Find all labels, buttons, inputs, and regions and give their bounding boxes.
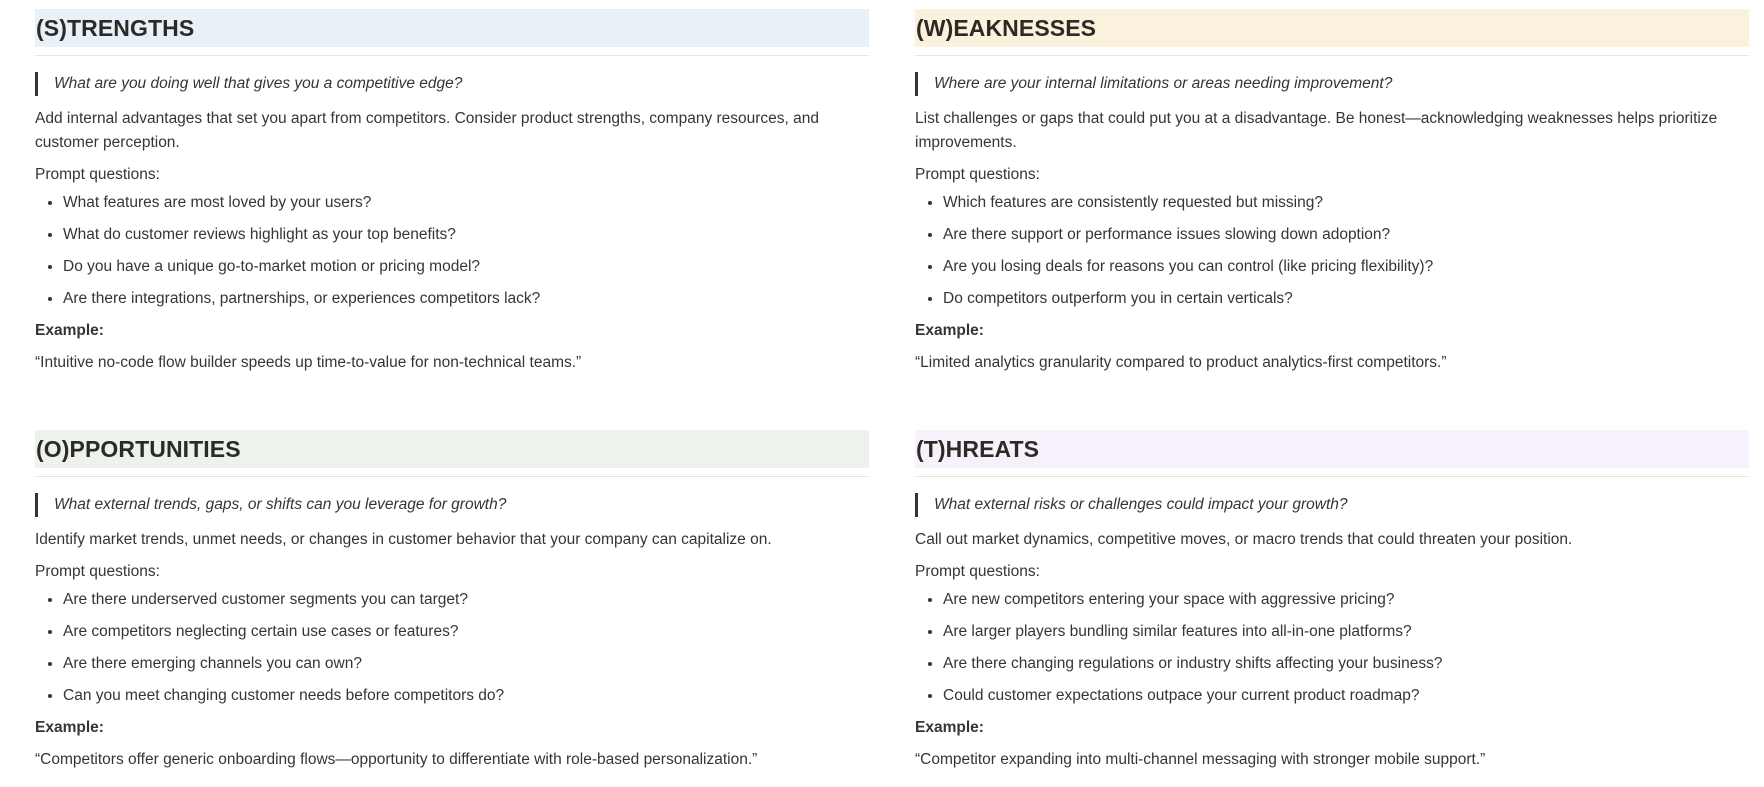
opportunities-prompt-label: Prompt questions: (35, 563, 160, 580)
weaknesses-section (915, 9, 1749, 375)
weaknesses-prompt-list (915, 191, 1749, 311)
weaknesses-quote: Where are your internal limitations or areas needing improvement? (915, 72, 1749, 96)
strengths-prompt-label: Prompt questions: (35, 166, 160, 183)
strengths-section (35, 9, 869, 375)
threats-quote: What external risks or challenges could impact your growth? (915, 493, 1749, 517)
weaknesses-heading: (W)EAKNESSES (915, 9, 1749, 47)
threats-example-label: Example: (915, 719, 984, 736)
strengths-quote: What are you doing well that gives you a competitive edge? (35, 72, 869, 96)
list-item: • Are there emerging channels you can own? (63, 652, 869, 676)
strengths-prompt-list (35, 191, 869, 311)
opportunities-example: “Competitors offer generic onboarding flows—opportunity to differentiate with role-based personalization.” (35, 751, 758, 768)
list-item: • Which features are consistently requested but missing? (943, 191, 1749, 215)
threats-section (915, 430, 1749, 772)
strengths-divider (35, 55, 869, 56)
opportunities-description: Identify market trends, unmet needs, or changes in customer behavior that your company can capitalize on. (35, 531, 772, 548)
threats-description: Call out market dynamics, competitive moves, or macro trends that could threaten your position. (915, 531, 1573, 548)
threats-prompt-label: Prompt questions: (915, 563, 1040, 580)
list-item: • Are there underserved customer segments you can target? (63, 588, 869, 612)
list-item: • Do competitors outperform you in certain verticals? (943, 287, 1749, 311)
strengths-description: Add internal advantages that set you apart from competitors. Consider product strengths, company resources, and customer perception. (35, 110, 820, 151)
opportunities-section (35, 430, 869, 772)
list-item: • What features are most loved by your users? (63, 191, 869, 215)
list-item: • Are there changing regulations or industry shifts affecting your business? (943, 652, 1749, 676)
list-item: • Could customer expectations outpace your current product roadmap? (943, 684, 1749, 708)
list-item: • Are you losing deals for reasons you can control (like pricing flexibility)? (943, 255, 1749, 279)
weaknesses-example: “Limited analytics granularity compared to product analytics-first competitors.” (915, 354, 1447, 371)
list-item: • Are there support or performance issues slowing down adoption? (943, 223, 1749, 247)
threats-heading: (T)HREATS (915, 430, 1749, 468)
threats-divider (915, 476, 1749, 477)
strengths-heading: (S)TRENGTHS (35, 9, 869, 47)
list-item: • Are new competitors entering your space with aggressive pricing? (943, 588, 1749, 612)
opportunities-prompt-list (35, 588, 869, 708)
weaknesses-description: List challenges or gaps that could put you at a disadvantage. Be honest—acknowledging weaknesses helps prioritize improvements. (915, 110, 1718, 151)
list-item: • Do you have a unique go-to-market motion or pricing model? (63, 255, 869, 279)
list-item: • Can you meet changing customer needs before competitors do? (63, 684, 869, 708)
list-item: • Are competitors neglecting certain use cases or features? (63, 620, 869, 644)
strengths-example-label: Example: (35, 322, 104, 339)
weaknesses-example-label: Example: (915, 322, 984, 339)
threats-example: “Competitor expanding into multi-channel messaging with stronger mobile support.” (915, 751, 1486, 768)
weaknesses-prompt-label: Prompt questions: (915, 166, 1040, 183)
opportunities-divider (35, 476, 869, 477)
opportunities-example-label: Example: (35, 719, 104, 736)
list-item: • Are there integrations, partnerships, or experiences competitors lack? (63, 287, 869, 311)
strengths-example: “Intuitive no-code flow builder speeds up time-to-value for non-technical teams.” (35, 354, 582, 371)
list-item: • Are larger players bundling similar features into all-in-one platforms? (943, 620, 1749, 644)
threats-prompt-list (915, 588, 1749, 708)
opportunities-heading: (O)PPORTUNITIES (35, 430, 869, 468)
opportunities-quote: What external trends, gaps, or shifts can you leverage for growth? (35, 493, 869, 517)
list-item: • What do customer reviews highlight as your top benefits? (63, 223, 869, 247)
weaknesses-divider (915, 55, 1749, 56)
